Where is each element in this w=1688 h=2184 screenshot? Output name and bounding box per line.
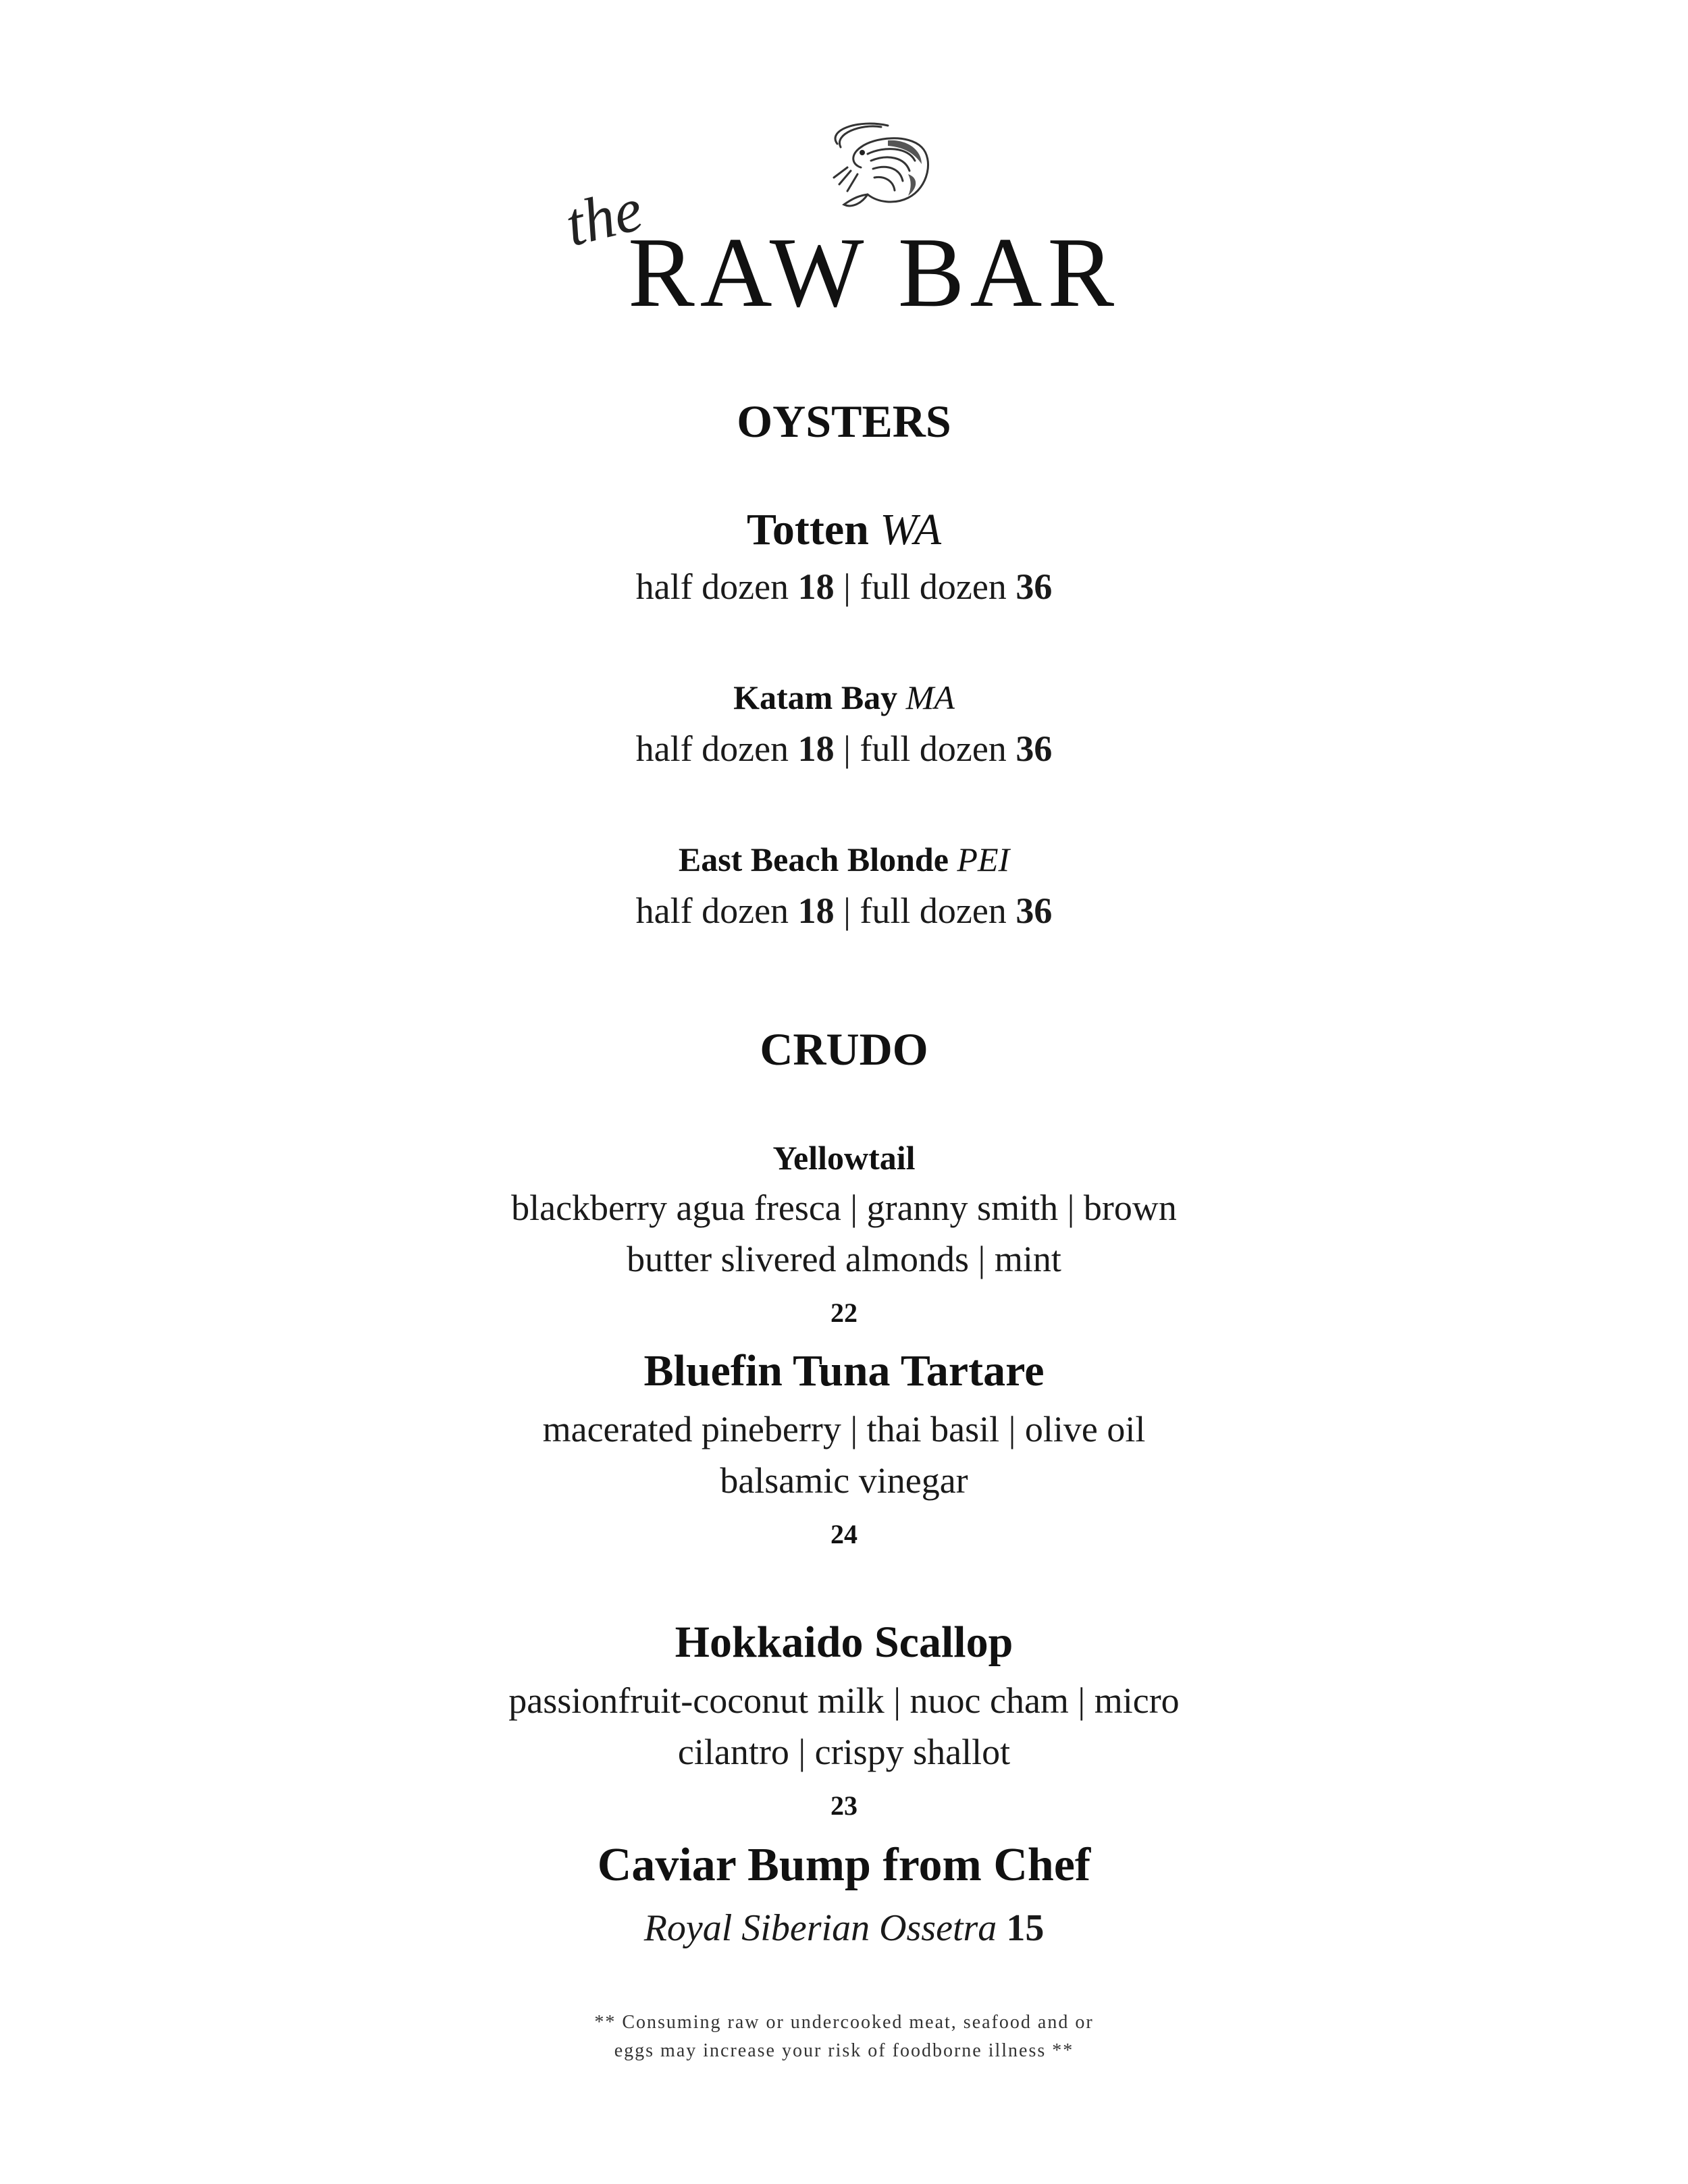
price-separator: | bbox=[843, 890, 851, 931]
title-script-the: the bbox=[558, 174, 650, 260]
crudo-name-bluefin-tuna-tartare: Bluefin Tuna Tartare bbox=[643, 1346, 1045, 1395]
full-dozen-price: 36 bbox=[1016, 566, 1053, 607]
crudo-desc-line2: butter slivered almonds | mint bbox=[627, 1239, 1061, 1279]
crudo-name-caviar-bump: Caviar Bump from Chef bbox=[597, 1839, 1091, 1891]
crudo-desc-line1: macerated pineberry | thai basil | olive oil bbox=[542, 1409, 1146, 1449]
crudo-name-yellowtail: Yellowtail bbox=[772, 1139, 916, 1177]
page-title: RAW BAR bbox=[628, 217, 1120, 328]
half-dozen-label: half dozen bbox=[635, 728, 789, 769]
crudo-desc-line2: cilantro | crispy shallot bbox=[677, 1732, 1011, 1772]
crudo-desc-line1: passionfruit-coconut milk | nuoc cham | micro bbox=[508, 1680, 1180, 1721]
oyster-prices-katam-bay bbox=[0, 730, 1688, 767]
full-dozen-label: full dozen bbox=[860, 566, 1007, 607]
caviar-variety: Royal Siberian Ossetra bbox=[643, 1907, 997, 1949]
half-dozen-price: 18 bbox=[797, 566, 835, 607]
full-dozen-label: full dozen bbox=[860, 890, 1007, 931]
item-name: Katam Bay bbox=[733, 678, 898, 716]
crudo-price: 23 bbox=[830, 1790, 858, 1821]
item-origin: PEI bbox=[957, 841, 1010, 878]
health-warning-line2: eggs may increase your risk of foodborne illness ** bbox=[614, 2040, 1074, 2061]
oyster-prices-east-beach-blonde bbox=[0, 890, 1688, 931]
oyster-name-east-beach-blonde bbox=[0, 843, 1688, 876]
item-origin: MA bbox=[905, 678, 955, 716]
half-dozen-label: half dozen bbox=[635, 566, 789, 607]
item-origin: WA bbox=[880, 505, 942, 554]
crudo-desc-line1: blackberry agua fresca | granny smith | brown bbox=[511, 1188, 1177, 1228]
crudo-price: 22 bbox=[830, 1298, 858, 1328]
full-dozen-price: 36 bbox=[1016, 728, 1053, 769]
shrimp-icon bbox=[820, 120, 941, 215]
oyster-name-katam-bay bbox=[0, 678, 1688, 716]
price-separator: | bbox=[843, 566, 851, 607]
full-dozen-price: 36 bbox=[1016, 890, 1053, 931]
oyster-prices-totten bbox=[0, 568, 1688, 605]
price-separator: | bbox=[843, 728, 851, 769]
half-dozen-label: half dozen bbox=[635, 890, 789, 931]
crudo-desc-line2: balsamic vinegar bbox=[720, 1460, 968, 1501]
caviar-price: 15 bbox=[1006, 1907, 1045, 1949]
item-name: East Beach Blonde bbox=[678, 841, 949, 878]
half-dozen-price: 18 bbox=[797, 728, 835, 769]
full-dozen-label: full dozen bbox=[860, 728, 1007, 769]
health-warning-line1: ** Consuming raw or undercooked meat, seafood and or bbox=[594, 2012, 1094, 2033]
section-heading-crudo: CRUDO bbox=[760, 1023, 928, 1075]
oyster-name-totten bbox=[0, 505, 1688, 554]
half-dozen-price: 18 bbox=[797, 890, 835, 931]
section-heading-oysters: OYSTERS bbox=[737, 396, 951, 447]
crudo-price: 24 bbox=[830, 1519, 858, 1549]
item-name: Totten bbox=[746, 505, 869, 554]
caviar-variety-price bbox=[0, 1909, 1688, 1947]
crudo-name-hokkaido-scallop: Hokkaido Scallop bbox=[675, 1618, 1013, 1667]
